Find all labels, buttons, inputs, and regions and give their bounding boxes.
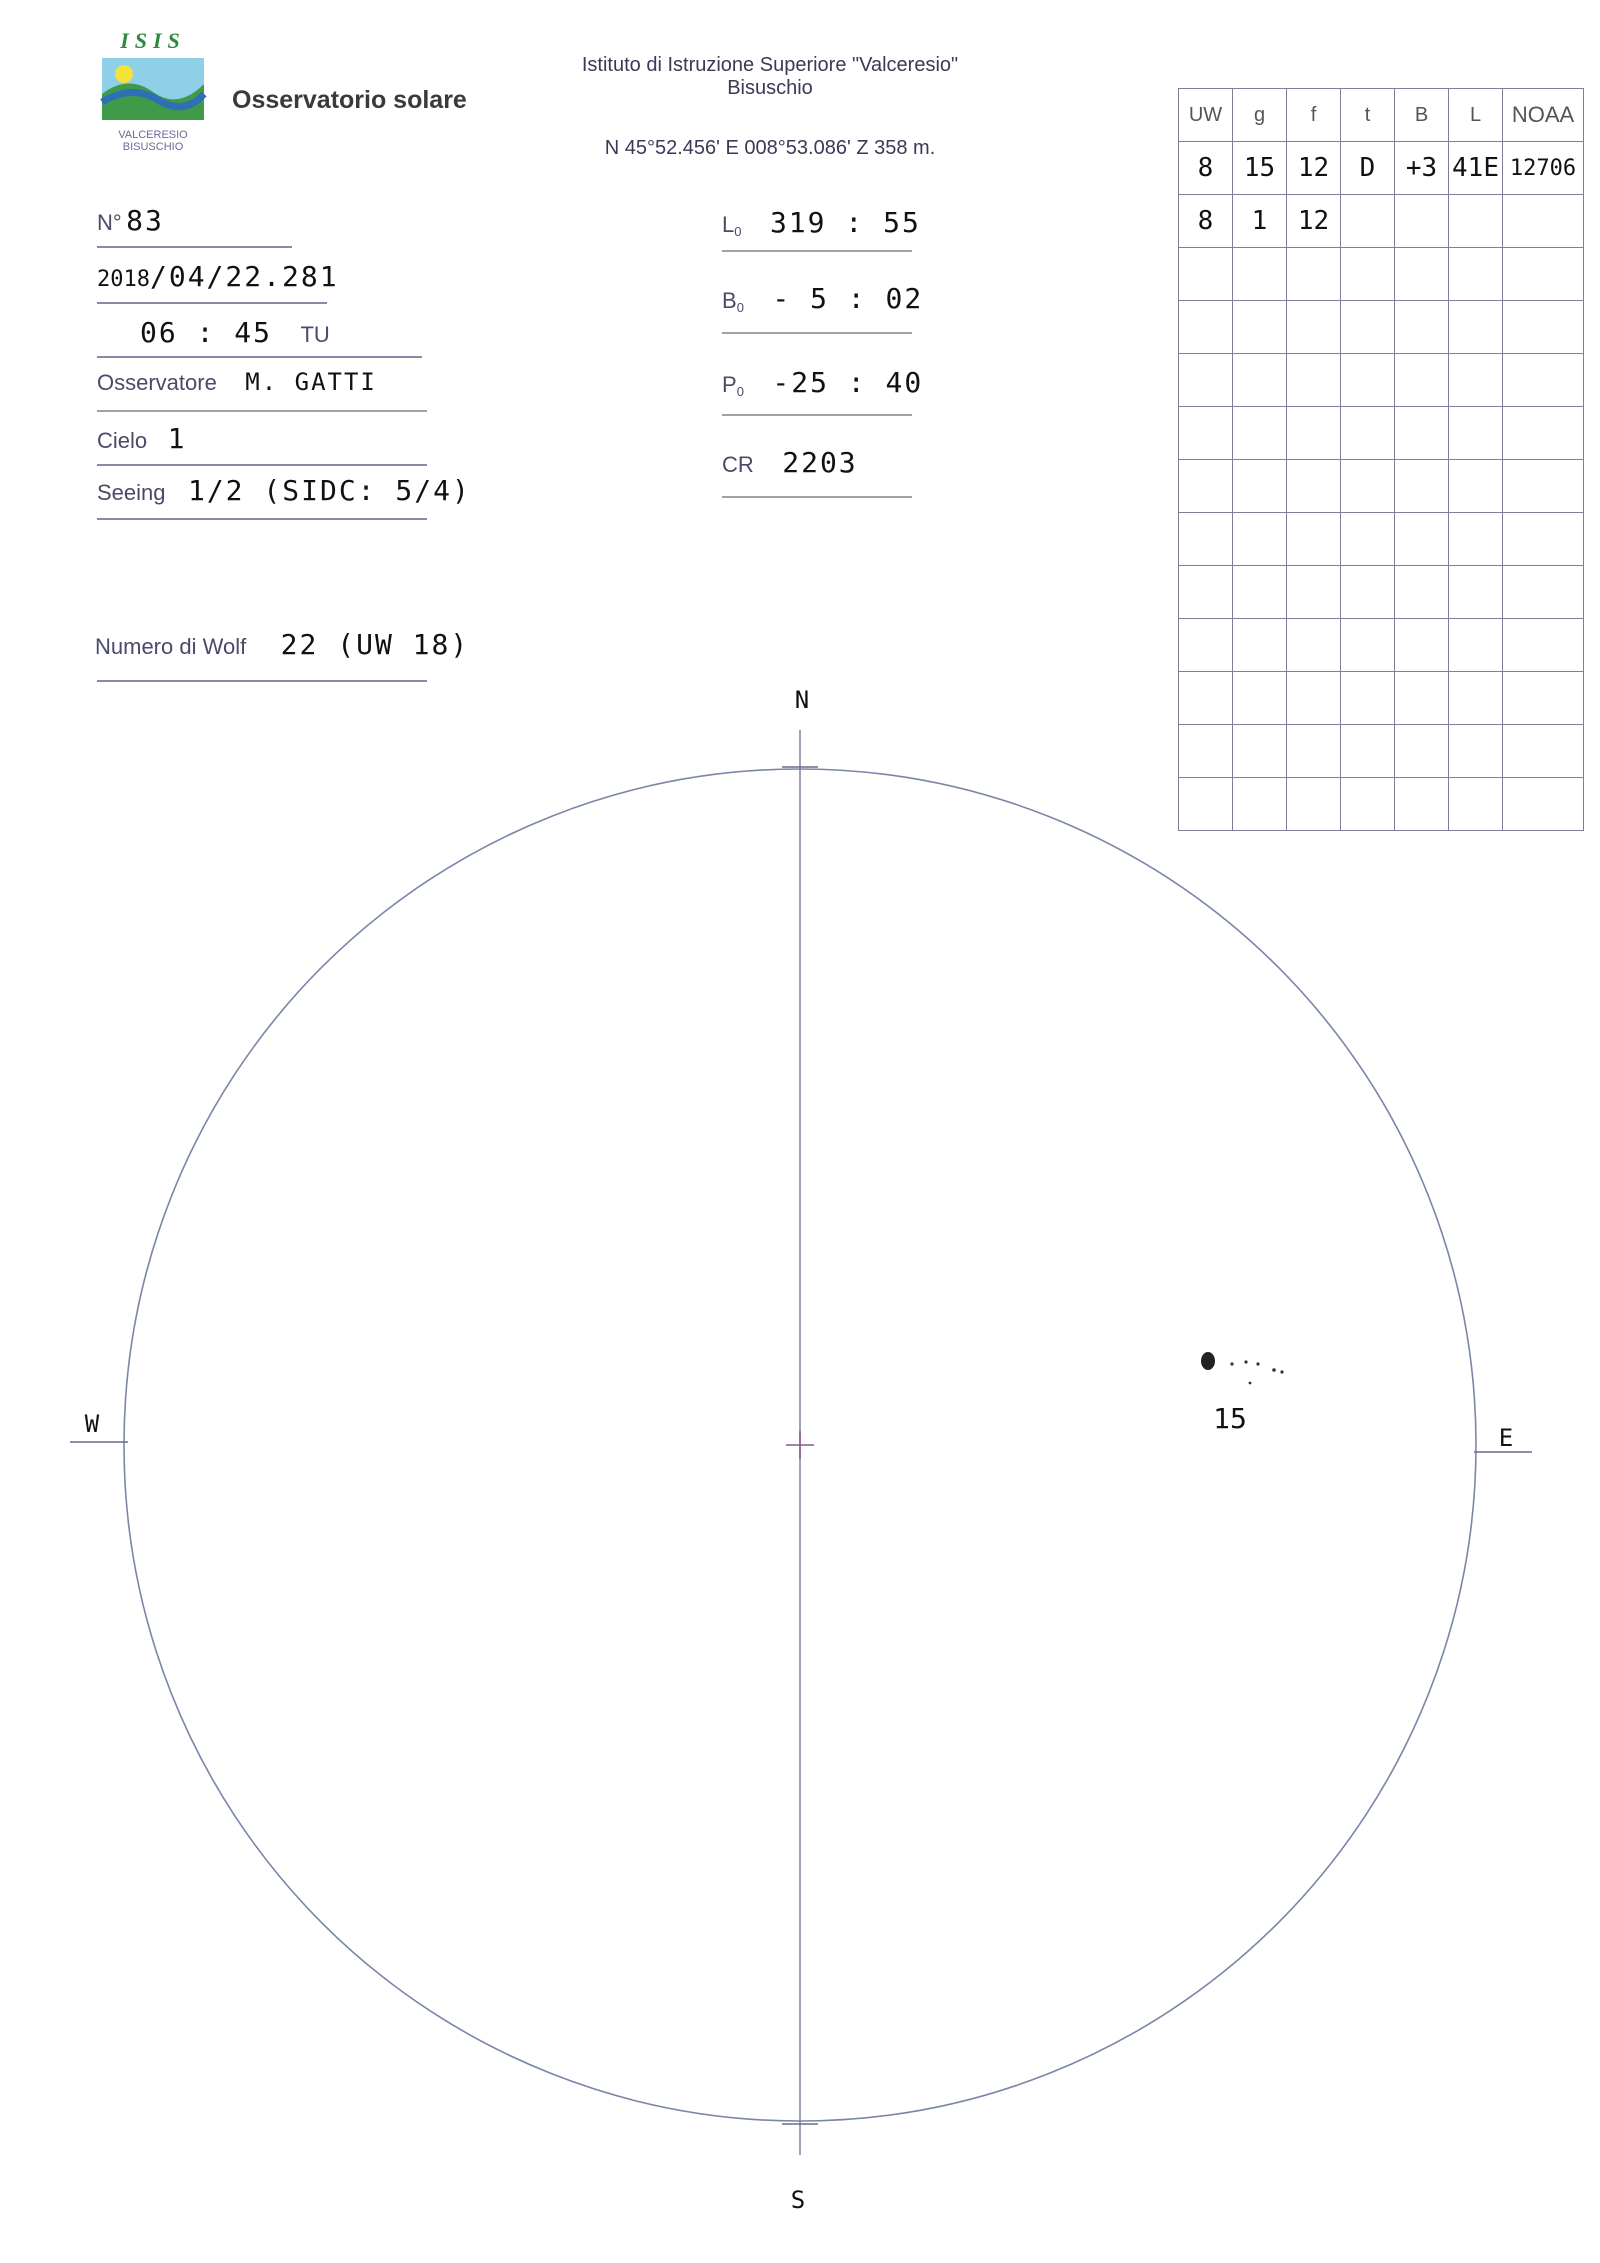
sunspot [1256, 1362, 1259, 1365]
table-cell: 12 [1287, 195, 1341, 248]
observation-date: 2018/04/22.281 [97, 260, 339, 293]
table-header-cell: UW [1179, 89, 1233, 142]
sunspot [1280, 1370, 1283, 1373]
ephemeris-b0: $B_0 - 5$ : 02 [722, 282, 924, 316]
seeing: Seeing 1/2 (SIDC: 5/4) [97, 474, 471, 507]
observation-time: 06 : 45 TU [140, 316, 330, 349]
table-header-cell: B [1395, 89, 1449, 142]
table-cell: D [1341, 142, 1395, 195]
south-label: S [790, 2186, 806, 2214]
table-cell: 12706 [1503, 142, 1584, 195]
table-header-cell: f [1287, 89, 1341, 142]
report-number: N° 83 [97, 204, 164, 237]
table-cell: 15 [1233, 142, 1287, 195]
carrington-rotation: CR 2203 [722, 446, 858, 479]
logo-acronym: ISIS [120, 28, 186, 53]
ephemeris-l0: $L_0$ 319 : 55 [722, 206, 921, 240]
east-label: E [1498, 1424, 1514, 1452]
sunspot-leader [1201, 1352, 1215, 1370]
table-header-cell: g [1233, 89, 1287, 142]
table-header-cell: t [1341, 89, 1395, 142]
observatory-title: Osservatorio solare [232, 86, 467, 114]
west-label: W [84, 1410, 100, 1438]
logo-caption: VALCERESIO BISUSCHIO [118, 129, 188, 153]
sky-condition: Cielo 1 [97, 422, 187, 455]
table-cell: +3 [1395, 142, 1449, 195]
table-cell: 41E [1449, 142, 1503, 195]
sunspot-group-15 [1201, 1352, 1284, 1435]
group-number-label: 15 [1213, 1402, 1247, 1435]
table-header-cell: NOAA [1503, 89, 1584, 142]
institute-name: Istituto di Istruzione Superiore "Valceresio" Bisuschio [581, 54, 959, 99]
ephemeris-p0: $P_0$ -25 : 40 [722, 366, 924, 400]
site-coordinates: N 45°52.456' E 008°53.086' Z 358 m. [604, 137, 936, 159]
table-cell: 8 [1179, 195, 1233, 248]
table-cell: 12 [1287, 142, 1341, 195]
sunspot [1272, 1368, 1276, 1372]
observer: Osservatore M. GATTI [97, 368, 377, 396]
table-cell: 8 [1179, 142, 1233, 195]
sunspot [1249, 1382, 1252, 1385]
north-label: N [794, 686, 810, 714]
table-header-cell: L [1449, 89, 1503, 142]
wolf-number: Numero di Wolf 22 (UW 18) [95, 628, 470, 661]
table-cell: 1 [1233, 195, 1287, 248]
sunspot [1244, 1360, 1247, 1363]
sunspot [1230, 1362, 1233, 1365]
